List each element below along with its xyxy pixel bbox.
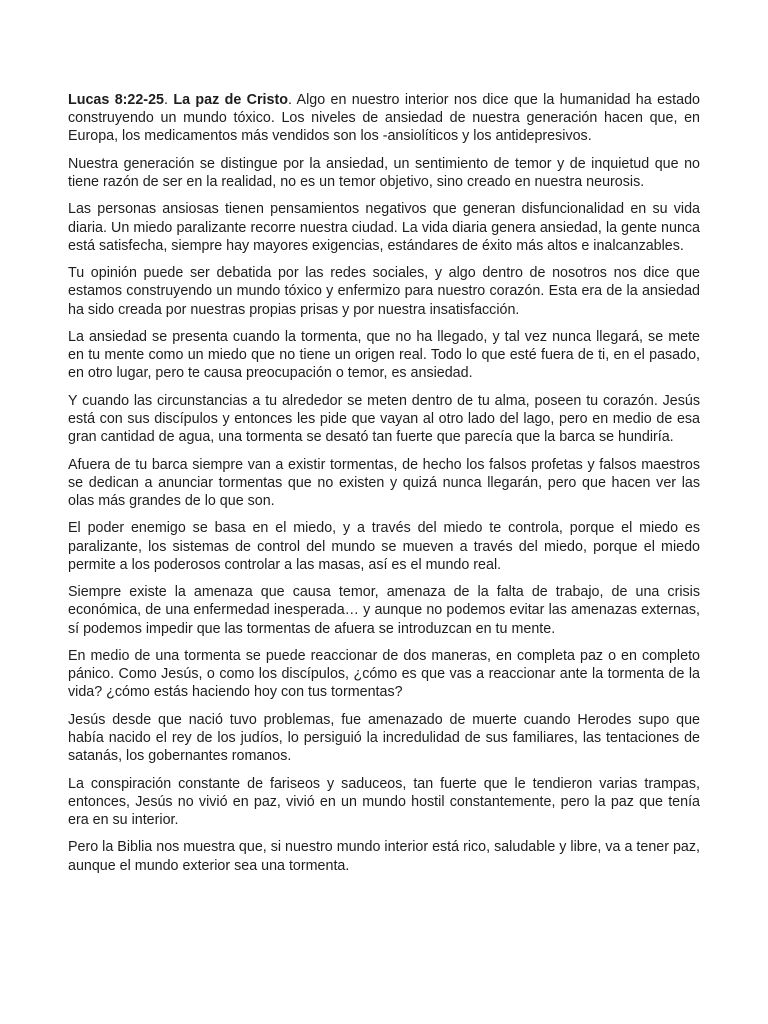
body-paragraph: La conspiración constante de fariseos y saduceos, tan fuerte que le tendieron varias trampas, entonces, Jesús no vivió en paz, vivió en un mundo hostil constantemente, pero la paz que tenía era en su interior. (68, 775, 700, 828)
body-paragraph: Las personas ansiosas tienen pensamientos negativos que generan disfuncionalidad en su vida diaria. Un miedo paralizante recorre nuestra ciudad. La vida diaria genera ansiedad, la gente nunca está satisfecha, siempre hay mayores exigencias, estándares de éxito más altos e inalcanzables. (68, 201, 700, 254)
intro-paragraph (68, 91, 700, 146)
document-heading: La paz de Cristo (173, 92, 288, 108)
scripture-reference: Lucas 8:22-25 (68, 92, 164, 108)
body-paragraph: Pero la Biblia nos muestra que, si nuestro mundo interior está rico, saludable y libre, va a tener paz, aunque el mundo exterior sea una tormenta. (68, 839, 700, 874)
intro-text: . Algo en nuestro interior nos dice que la humanidad ha estado construyendo un mundo tóxico. Los niveles de ansiedad de nuestra generación hacen que, en Europa, los medicamentos más vendidos son los -ansiolíticos y los antidepresivos. (68, 92, 701, 145)
body-paragraph: Nuestra generación se distingue por la ansiedad, un sentimiento de temor y de inquietud que no tiene razón de ser en la realidad, no es un temor objetivo, sino creado en nuestra neurosis. (68, 155, 700, 190)
reference-separator: . (163, 92, 174, 108)
body-paragraph: El poder enemigo se basa en el miedo, y a través del miedo te controla, porque el miedo es paralizante, los sistemas de control del mundo se mueven a través del miedo, porque el miedo permite a los poderosos controlar a las masas, así es el mundo real. (68, 520, 700, 573)
body-paragraph: Jesús desde que nació tuvo problemas, fue amenazado de muerte cuando Herodes supo que había nacido el rey de los judíos, lo persiguió la incredulidad de sus familiares, las tentaciones de satanás, los gobernantes romanos. (68, 711, 700, 765)
body-paragraph: Afuera de tu barca siempre van a existir tormentas, de hecho los falsos profetas y falsos maestros se dedican a anunciar tormentas que no existen y quizá nunca llegarán, pero que hacen ver las olas más grandes de lo que son. (68, 456, 700, 509)
body-paragraph: En medio de una tormenta se puede reaccionar de dos maneras, en completa paz o en completo pánico. Como Jesús, o como los discípulos, ¿cómo es que vas a reaccionar ante la tormenta de la vida? ¿cómo estás haciendo hoy con tus tormentas? (68, 647, 700, 701)
body-paragraph: Y cuando las circunstancias a tu alrededor se meten dentro de tu alma, poseen tu corazón. Jesús está con sus discípulos y entonces les pide que vayan al otro lado del lago, pero en medio de esa gran cantidad de agua, una tormenta se desató tan fuerte que parecía que la barca se hundiría. (68, 392, 700, 446)
document-page (68, 91, 700, 884)
body-paragraph: Tu opinión puede ser debatida por las redes sociales, y algo dentro de nosotros nos dice que estamos construyendo un mundo tóxico y enfermizo para nuestro corazón. Esta era de la ansiedad ha sido creada por nuestras propias prisas y por nuestra insatisfacción. (68, 265, 700, 318)
body-paragraph: Siempre existe la amenaza que causa temor, amenaza de la falta de trabajo, de una crisis económica, de una enfermedad inesperada… y aunque no podemos evitar las amenazas externas, sí podemos impedir que las tormentas de afuera se introduzcan en tu mente. (68, 584, 700, 637)
body-paragraph: La ansiedad se presenta cuando la tormenta, que no ha llegado, y tal vez nunca llegará, se mete en tu mente como un miedo que no tiene un origen real. Todo lo que esté fuera de ti, en el pasado, en otro lugar, pero te causa preocupación o temor, es ansiedad. (68, 328, 700, 382)
